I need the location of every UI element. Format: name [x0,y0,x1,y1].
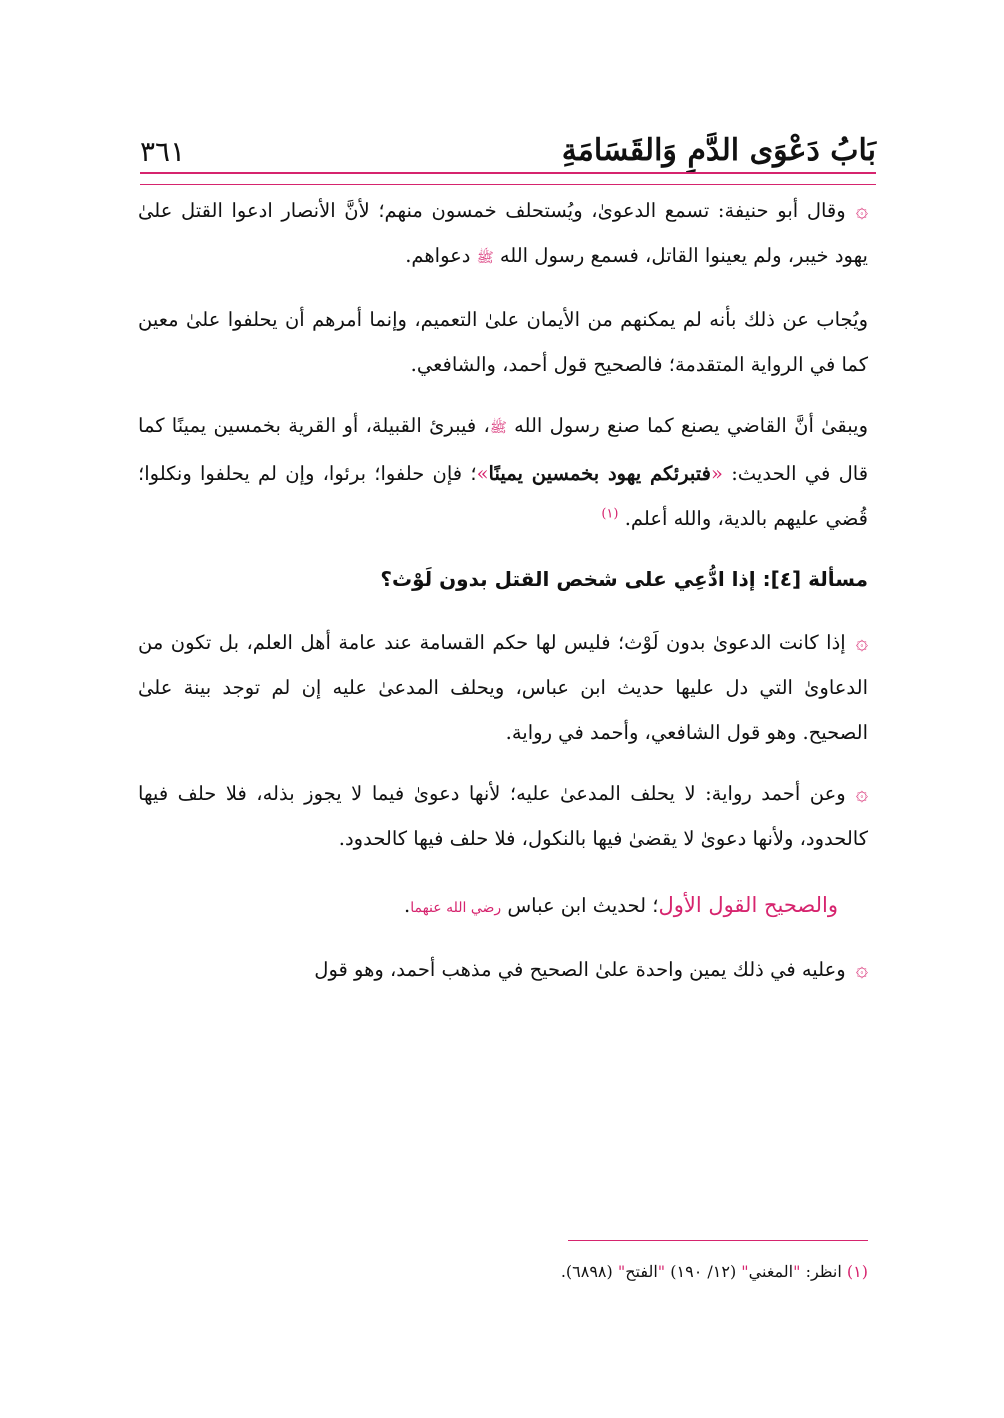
page-header [140,122,876,168]
paragraph-one-oath [138,947,868,992]
star-ornament-icon: ۞ [855,630,868,654]
quote-mark: " [617,1262,626,1281]
paragraph-ahmad-narration [138,771,868,861]
footnote-divider [568,1240,868,1241]
paragraph-judge [138,403,868,541]
page-body [138,188,868,1008]
footnote-prefix: انظر: [805,1262,842,1281]
quote-mark: " [793,1262,801,1281]
pbuh-glyph-icon: ﷺ [489,420,507,436]
paragraph-text: وقال أبو حنيفة: تسمع الدعوىٰ، ويُستحلف خمسون منهم؛ لأنَّ الأنصار ادعوا القتل علىٰ يهود خيبر، ولم يعينوا القاتل، فسمع رسول الله [138,199,868,267]
paragraph-abu-hanifa [138,188,868,281]
paragraph-verdict [138,883,868,931]
paragraph-text: ، فيبرئ القبيلة، أو القرية بخمسين يمينًا كما قال في الحديث: [138,414,869,485]
star-ornament-icon: ۞ [855,781,868,805]
header-divider [140,172,876,185]
quote-close-mark: » [476,462,489,485]
heading-number: [٤]: [762,567,802,591]
paragraph-text: وعليه في ذلك يمين واحدة علىٰ الصحيح في مذهب أحمد، وهو قول [314,958,846,981]
chapter-title: بَابُ دَعْوَى الدَّمِ وَالقَسَامَةِ [561,133,876,168]
quote-open-mark: « [711,462,723,485]
pbuh-glyph-icon: ﷺ [476,250,494,266]
paragraph-text: ويبقىٰ أنَّ القاضي يصنع كما صنع رسول الله [514,414,869,437]
paragraph-text: ؛ لحديث ابن عباس [507,894,659,917]
footnote-ref: (٦٨٩٨). [560,1262,613,1281]
heading-text: إذا ادُّعِي على شخص القتل بدون لَوْث؟ [380,567,756,591]
radiyallahu-glyph-icon: رضي الله عنهما [410,900,502,916]
heading-label: مسألة [808,567,868,591]
footnote-book: الفتح [625,1262,658,1281]
star-ornament-icon: ۞ [855,198,868,222]
star-ornament-icon: ۞ [855,957,868,981]
footnote-number: (١) [846,1262,868,1281]
paragraph-text: ويُجاب عن ذلك بأنه لم يمكنهم من الأيمان علىٰ التعميم، وإنما أمرهم أن يحلفوا علىٰ معين كما في الرواية المتقدمة؛ فالصحيح قول أحمد، والشافعي. [138,308,868,376]
footnote-book: المغني [748,1262,794,1281]
footnote-reference[interactable]: (١) [601,506,619,522]
page-number: ٣٦١ [140,135,186,168]
quote-mark: " [657,1262,666,1281]
verdict-highlight: والصحيح القول الأول [658,893,838,917]
footnote [138,1262,868,1281]
paragraph-no-lawth [138,620,868,755]
issue-heading [138,557,868,602]
paragraph-text: دعواهم. [405,244,471,267]
paragraph-text: وعن أحمد رواية: لا يحلف المدعىٰ عليه؛ لأنها دعوىٰ فيما لا يجوز بذله، فلا حلف فيها كالحدود، ولأنها دعوىٰ لا يقضىٰ فيها بالنكول، فلا حلف فيها كالحدود. [138,782,868,850]
paragraph-text: . [404,894,411,917]
paragraph-text: ؛ فإن حلفوا؛ برئوا، وإن لم يحلفوا ونكلوا؛ قُضي عليهم بالدية، والله أعلم. [138,462,868,530]
footnote-ref: (١٢/ ١٩٠) [670,1262,737,1281]
quote-mark: " [741,1262,749,1281]
hadith-quote: فتبرئكم يهود بخمسين يمينًا [488,462,712,485]
paragraph-text: إذا كانت الدعوىٰ بدون لَوْث؛ فليس لها حكم القسامة عند عامة أهل العلم، بل تكون من الدعاوىٰ التي دل عليها حديث ابن عباس، ويحلف المدعىٰ عليه إن لم توجد بينة علىٰ الصحيح. وهو قول الشافعي، وأحمد في رواية. [138,631,868,744]
paragraph-response [138,297,868,387]
